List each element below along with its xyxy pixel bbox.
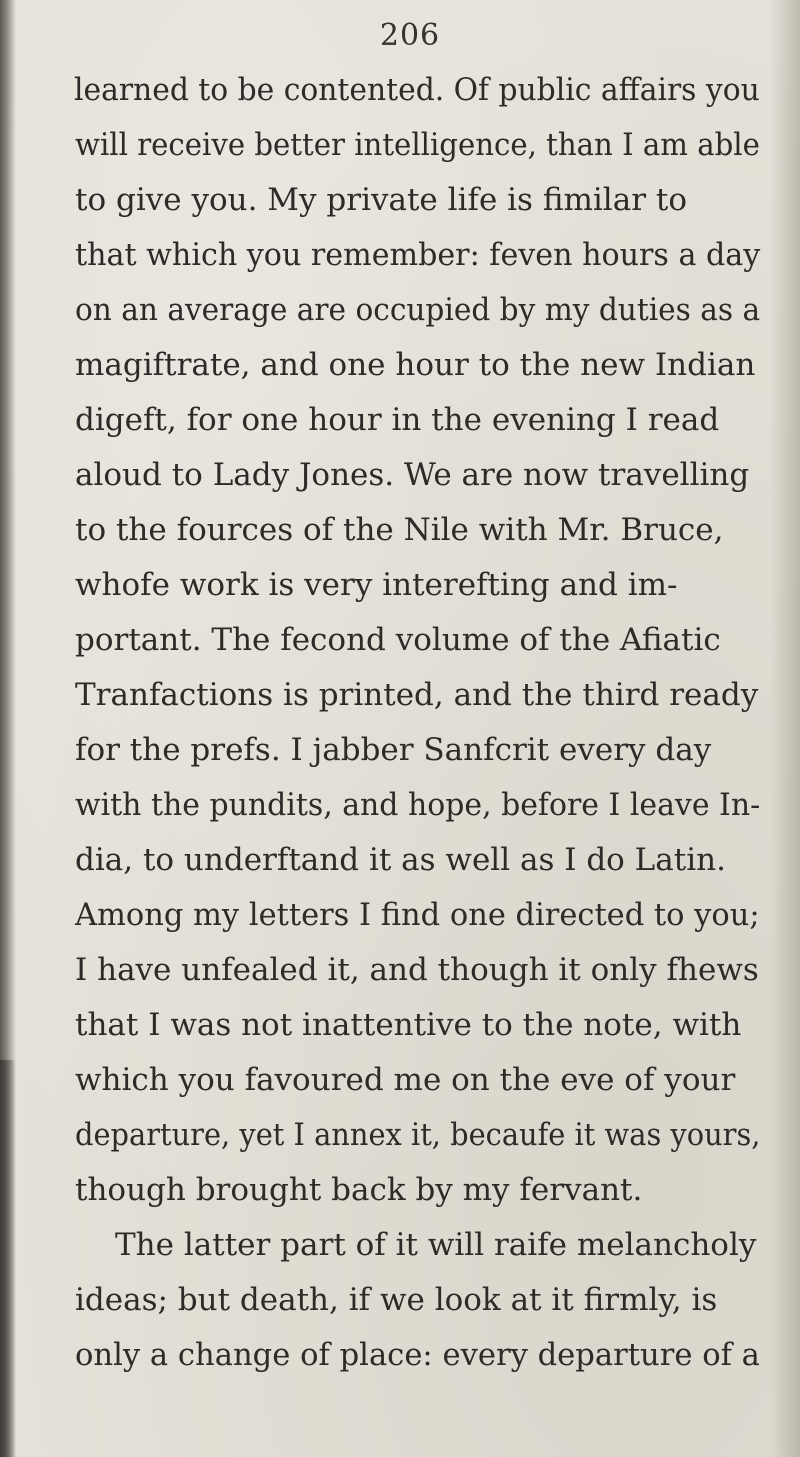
text-line: learned to be contented. Of public affairs you xyxy=(74,72,760,108)
text-line: to give you. My private life is fimilar to xyxy=(75,182,687,218)
text-line: will receive better intelligence, than I am able xyxy=(75,127,760,163)
text-line: though brought back by my fervant. xyxy=(75,1172,643,1208)
binding-shadow xyxy=(0,0,16,1457)
text-line: Tranfactions is printed, and the third ready xyxy=(75,677,759,713)
text-line: ideas; but death, if we look at it firmly, is xyxy=(75,1282,718,1318)
text-line: I have unfealed it, and though it only fhews xyxy=(75,952,759,988)
text-line: portant. The fecond volume of the Afiatic xyxy=(75,622,721,658)
text-line: only a change of place: every departure of a xyxy=(75,1337,760,1373)
text-line: that which you remember: feven hours a day xyxy=(75,237,761,273)
page-edge-shading xyxy=(770,0,800,1457)
text-line: The latter part of it will raife melancholy xyxy=(115,1227,757,1263)
text-line: Among my letters I find one directed to you; xyxy=(75,897,760,933)
page-number: 206 xyxy=(379,18,441,53)
text-line: magiftrate, and one hour to the new Indian xyxy=(75,347,756,383)
text-line: with the pundits, and hope, before I leave In- xyxy=(75,787,761,823)
text-line: on an average are occupied by my duties as a xyxy=(75,292,761,328)
text-line: dia, to underftand it as well as I do Latin. xyxy=(75,842,726,878)
text-line: aloud to Lady Jones. We are now travelling xyxy=(75,457,750,493)
text-line: that I was not inattentive to the note, with xyxy=(75,1007,742,1043)
text-line: to the fources of the Nile with Mr. Bruce, xyxy=(75,512,724,548)
text-line: whofe work is very interefting and im- xyxy=(75,567,678,603)
text-line: for the prefs. I jabber Sanfcrit every day xyxy=(75,732,712,768)
text-line: departure, yet I annex it, becaufe it was yours, xyxy=(75,1117,761,1153)
text-line: digeft, for one hour in the evening I read xyxy=(75,402,720,438)
text-line: which you favoured me on the eve of your xyxy=(75,1062,736,1098)
